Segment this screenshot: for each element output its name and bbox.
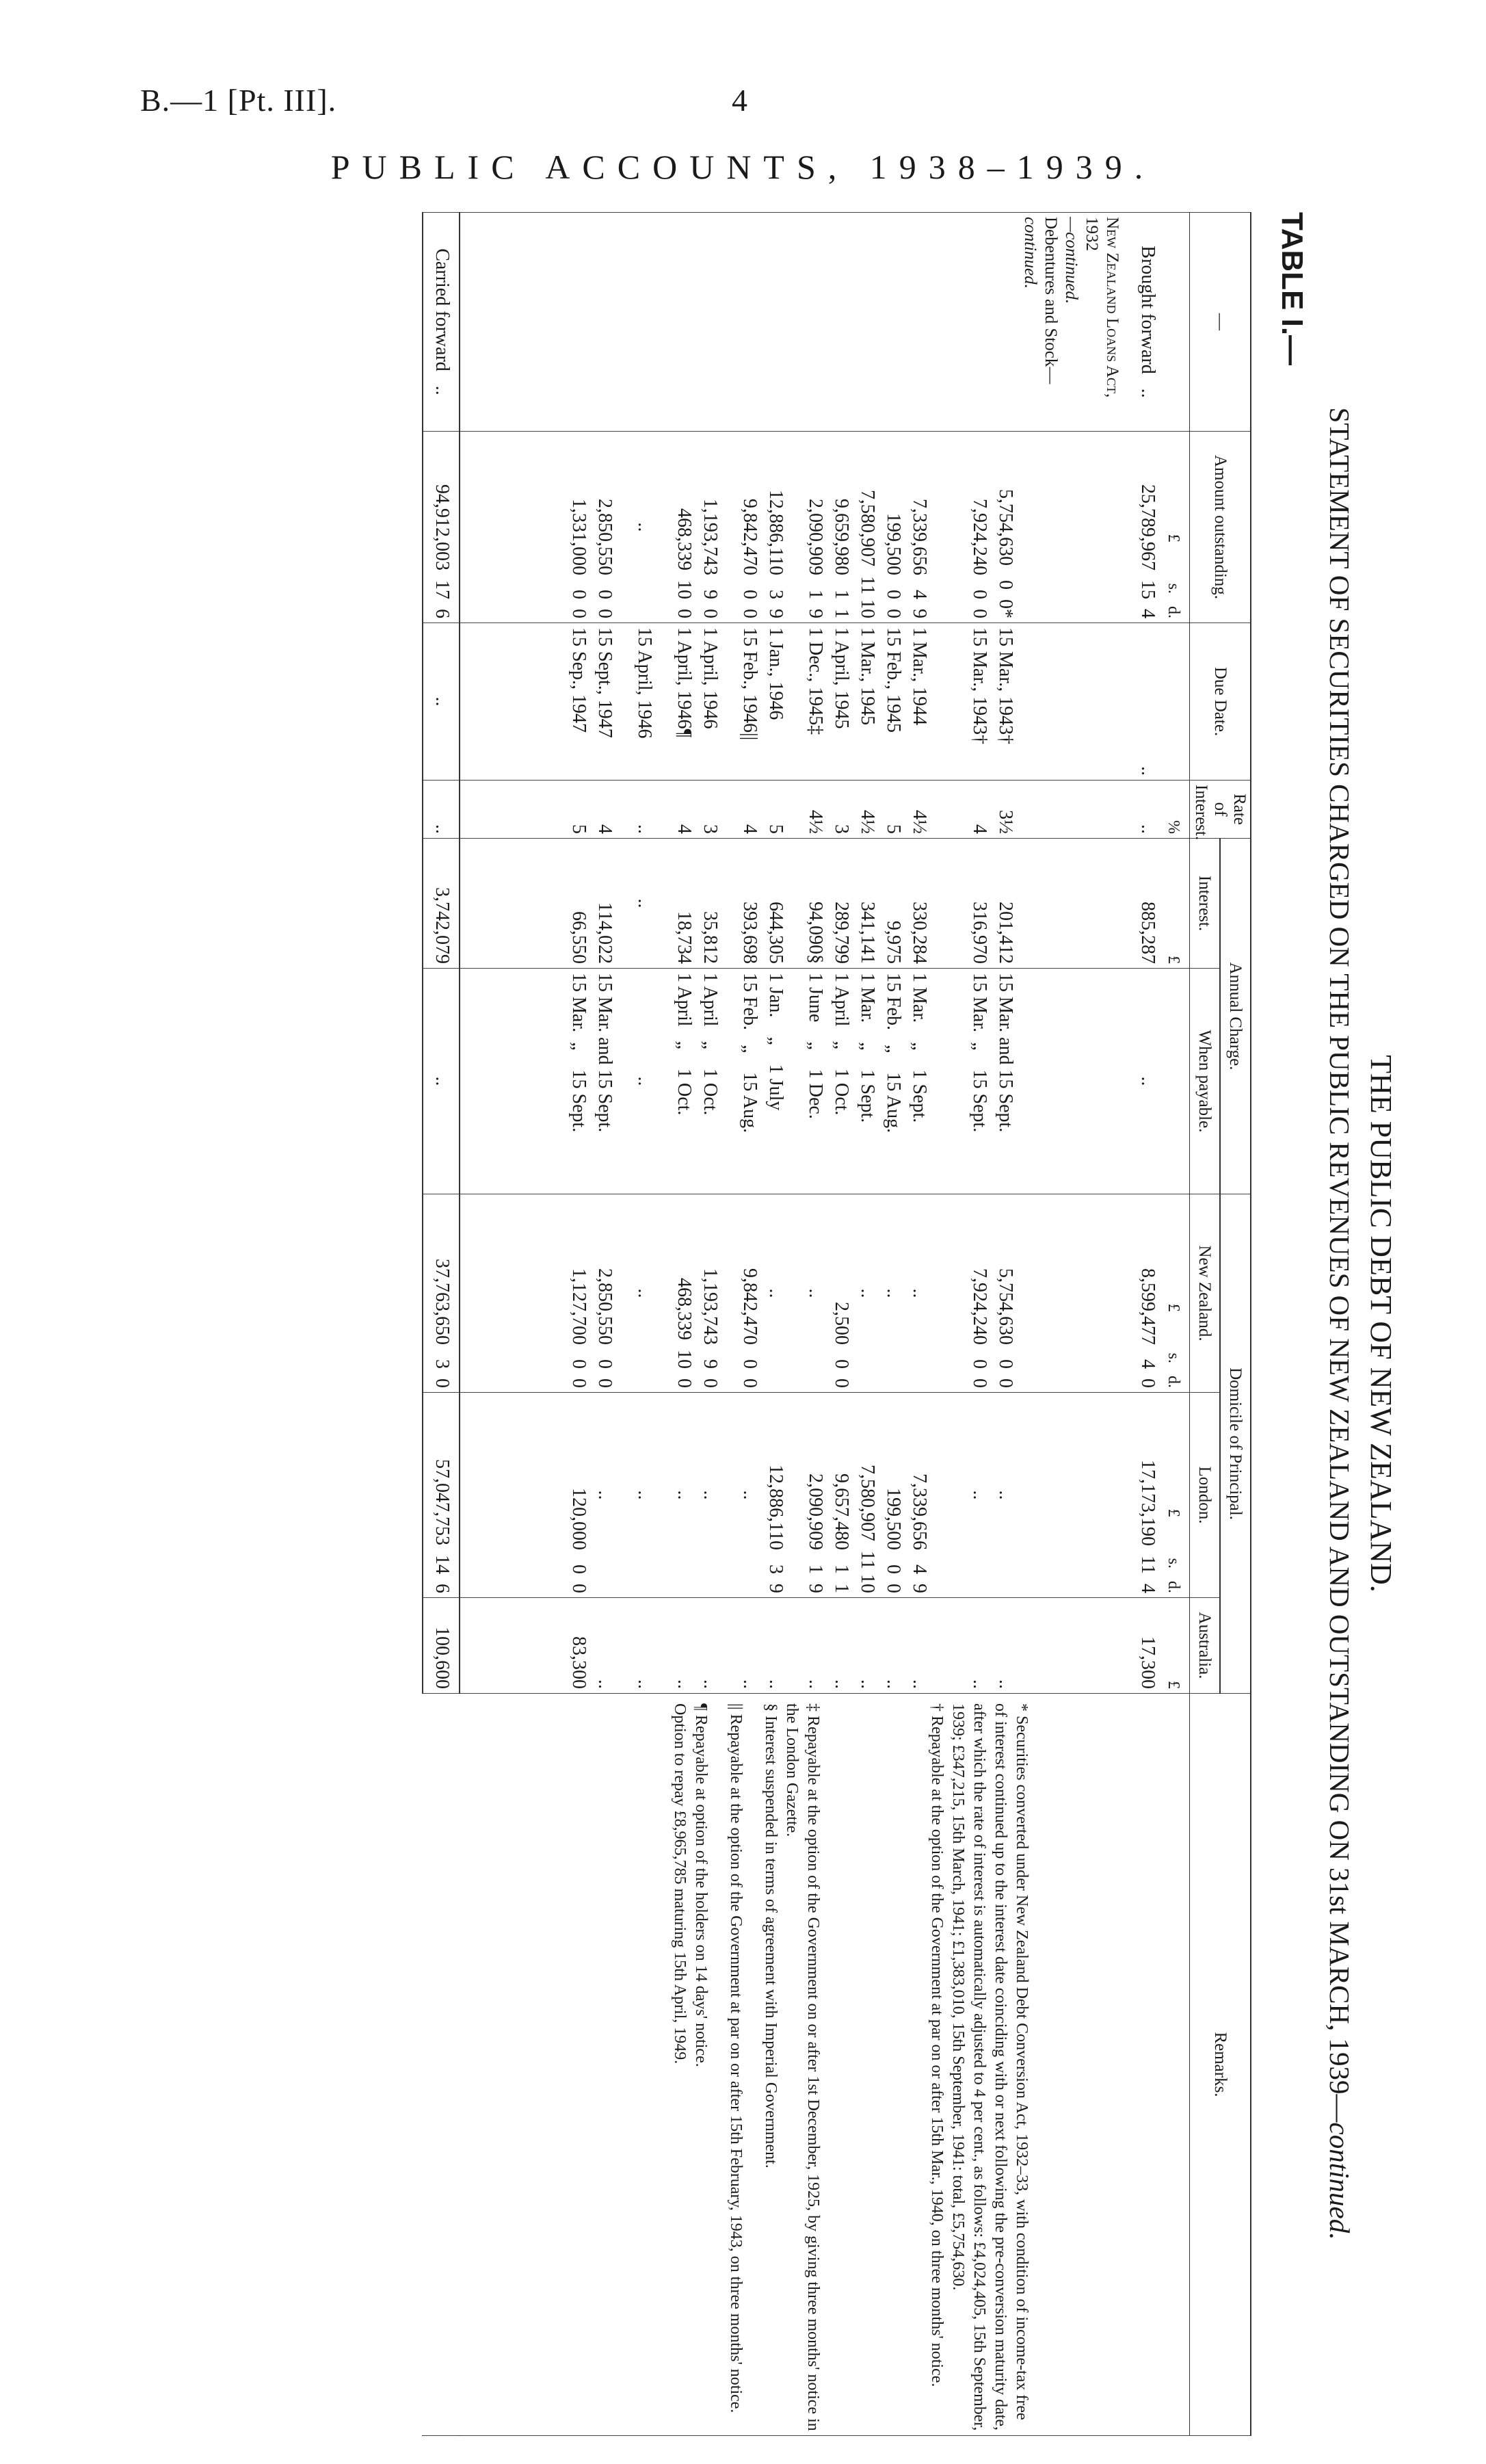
- table-row: .. 15 April, 1946 .. .. .. .. .. ..: [631, 213, 671, 2436]
- debt-table: [140, 212, 1251, 2435]
- col-description: —: [1190, 213, 1251, 432]
- cf-due: ..: [423, 623, 460, 781]
- cf-rate: ..: [423, 781, 460, 839]
- page-number: 4: [732, 83, 747, 118]
- brought-forward-label: Brought forward ..: [1124, 213, 1160, 432]
- table-row: 199,500 0 0 15 Feb., 1945 5 9,975 15 Feb. „ 15 Aug. .. 199,500 0 0 ..: [880, 213, 906, 2436]
- bf-due: ..: [1124, 623, 1160, 781]
- col-london: London.: [1190, 1393, 1220, 1598]
- debt-title: THE PUBLIC DEBT OF NEW ZEALAND.: [1364, 1055, 1398, 1593]
- table-row: 1,193,743 9 0 1 April, 1946 3 35,812 1 April „ 1 Oct. 1,193,743 9 0 .. ..: [697, 213, 737, 2436]
- page-title: PUBLIC ACCOUNTS, 1938–1939.: [330, 148, 1156, 186]
- table-row: 5,754,630 0 0* 15 Mar., 1943† 3½ 201,412 15 Mar. and 15 Sept. 5,754,630 0 0 .. ..: [992, 213, 1018, 2436]
- bf-nz: 8,599,477 4 0: [1124, 1194, 1160, 1393]
- cf-when: ..: [423, 969, 460, 1194]
- bf-australia: 17,300: [1124, 1598, 1160, 1694]
- unit-london: £ s. d.: [1160, 1393, 1190, 1598]
- table-row: 9,842,470 0 0 15 Feb., 1946|| 4 393,698 15 Feb. „ 15 Aug. 9,842,470 0 0 .. ..: [737, 213, 762, 2436]
- col-nz: New Zealand.: [1190, 1194, 1220, 1393]
- unit-nz: £ s. d.: [1160, 1194, 1190, 1393]
- table-row: 7,339,656 4 9 1 Mar., 1944 4½ 330,284 1 Mar. „ 1 Sept. .. 7,339,656 4 9 ..: [906, 213, 946, 2436]
- bf-interest: 885,287: [1124, 839, 1160, 969]
- units-row: [1160, 213, 1190, 2436]
- col-when: When payable.: [1190, 969, 1220, 1194]
- document-code: B.—1 [Pt. III].: [140, 83, 337, 118]
- cf-london: 57,047,753 14 6: [423, 1393, 460, 1598]
- table-row: 2,850,550 0 0 15 Sept., 1947 4 114,022 15 Mar. and 15 Sept. 2,850,550 0 0 .. ..: [592, 213, 631, 2436]
- table-row: 7,924,240 0 0 15 Mar., 1943† 4 316,970 15 Mar. „ 15 Sept. 7,924,240 0 0 .. ..: [966, 213, 992, 2436]
- col-due: Due Date.: [1190, 623, 1251, 781]
- section-heading: New Zealand Loans Act, 1932 —continued. Debentures and Stock—continued.: [1018, 213, 1124, 432]
- remark-conversion: * Securities converted under New Zealand Debt Conversion Act, 1932–33, with condition of income-tax free of interest continued up to the interest date coinciding with or next following the pre-conversion maturity date, after which the rate of interest is automatically adjusted to 4 per cent., as follows: £4,024,405, 15th September, 1939; £347,215, 15th March, 1941; £1,383,010, 15th September, 1941: total, £5,754,630.: [949, 1703, 1031, 2431]
- col-domicile: Domicile of Principal.: [1220, 1194, 1251, 1694]
- table-label-line: [1275, 212, 1310, 2435]
- bf-london: 17,173,190 11 4: [1124, 1393, 1160, 1598]
- unit-rate: %: [1160, 781, 1190, 839]
- table-row: 1,331,000 0 0 15 Sep., 1947 5 66,550 15 Mar. „ 15 Sept. 1,127,700 0 0 120,000 0 0 83,300: [566, 213, 592, 2436]
- remark-gazette: ‡ Repayable at the option of the Government on or after 1st December, 1925, by giving three months' notice in the London Gazette.: [783, 1703, 822, 2431]
- unit-interest: £: [1160, 839, 1190, 969]
- col-remarks: Remarks.: [1190, 1694, 1251, 2436]
- carried-forward-label: Carried forward ..: [423, 213, 460, 432]
- col-annual: Annual Charge.: [1220, 839, 1251, 1194]
- cf-amount: 94,912,003 17 6: [423, 432, 460, 623]
- remark-option-1943: || Repayable at the option of the Government at par on or after 15th February, 1943, on three months' notice.: [727, 1703, 745, 2413]
- bf-amount: 25,789,967 15 4: [1124, 432, 1160, 623]
- col-australia: Australia.: [1190, 1598, 1220, 1694]
- unit-australia: £: [1160, 1598, 1190, 1694]
- table-row: 12,886,110 3 9 1 Jan., 1946 5 644,305 1 Jan. „ 1 July .. 12,886,110 3 9 ..: [762, 213, 802, 2436]
- table-label: TABLE I.—: [1275, 212, 1309, 366]
- cf-nz: 37,763,650 3 0: [423, 1194, 460, 1393]
- bf-when: ..: [1124, 969, 1160, 1194]
- col-amount: Amount outstanding.: [1190, 432, 1251, 623]
- table-row: 7,580,907 11 10 1 Mar., 1945 4½ 341,141 1 Mar. „ 1 Sept. .. 7,580,907 11 10 ..: [854, 213, 880, 2436]
- rotated-table-block: [127, 212, 1398, 2435]
- remark-option-1940: † Repayable at the option of the Government at par on or after 15th Mar., 1940, on three months' notice.: [928, 1703, 946, 2387]
- table-row: 468,339 10 0 1 April, 1946¶ 4 18,734 1 April „ 1 Oct. 468,339 10 0 .. ..: [671, 213, 697, 2436]
- statement-continued: continued.: [1324, 2122, 1355, 2240]
- cf-interest: 3,742,079: [423, 839, 460, 969]
- statement-line: [1323, 212, 1356, 2435]
- remark-holders: ¶ Repayable at option of the holders on 14 days' notice.: [692, 1703, 710, 2067]
- bf-rate: ..: [1124, 781, 1160, 839]
- table-row: 2,090,909 1 9 1 Dec., 1945‡ 4½ 94,090§ 1 June „ 1 Dec. .. 2,090,909 1 9 ..: [802, 213, 828, 2436]
- table-row: 9,659,980 1 1 1 April, 1945 3 289,799 1 April „ 1 Oct. 2,500 0 0 9,657,480 1 1 ..: [828, 213, 854, 2436]
- remark-imperial: § Interest suspended in terms of agreement with Imperial Government.: [762, 1703, 780, 2168]
- cf-australia: 100,600: [423, 1598, 460, 1694]
- unit-amount: £ s. d.: [1160, 432, 1190, 623]
- remark-repay-1949: Option to repay £8,965,785 maturing 15th April, 1949.: [671, 1703, 689, 2065]
- statement-text: STATEMENT OF SECURITIES CHARGED ON THE PUBLIC REVENUES OF NEW ZEALAND AND OUTSTANDING ON 31st MARCH, 1939—: [1324, 407, 1355, 2123]
- col-rate: Rate of Interest.: [1190, 781, 1251, 839]
- table-titles: [1262, 212, 1398, 2435]
- remarks-cell: [423, 1694, 1190, 2436]
- col-interest: Interest.: [1190, 839, 1220, 969]
